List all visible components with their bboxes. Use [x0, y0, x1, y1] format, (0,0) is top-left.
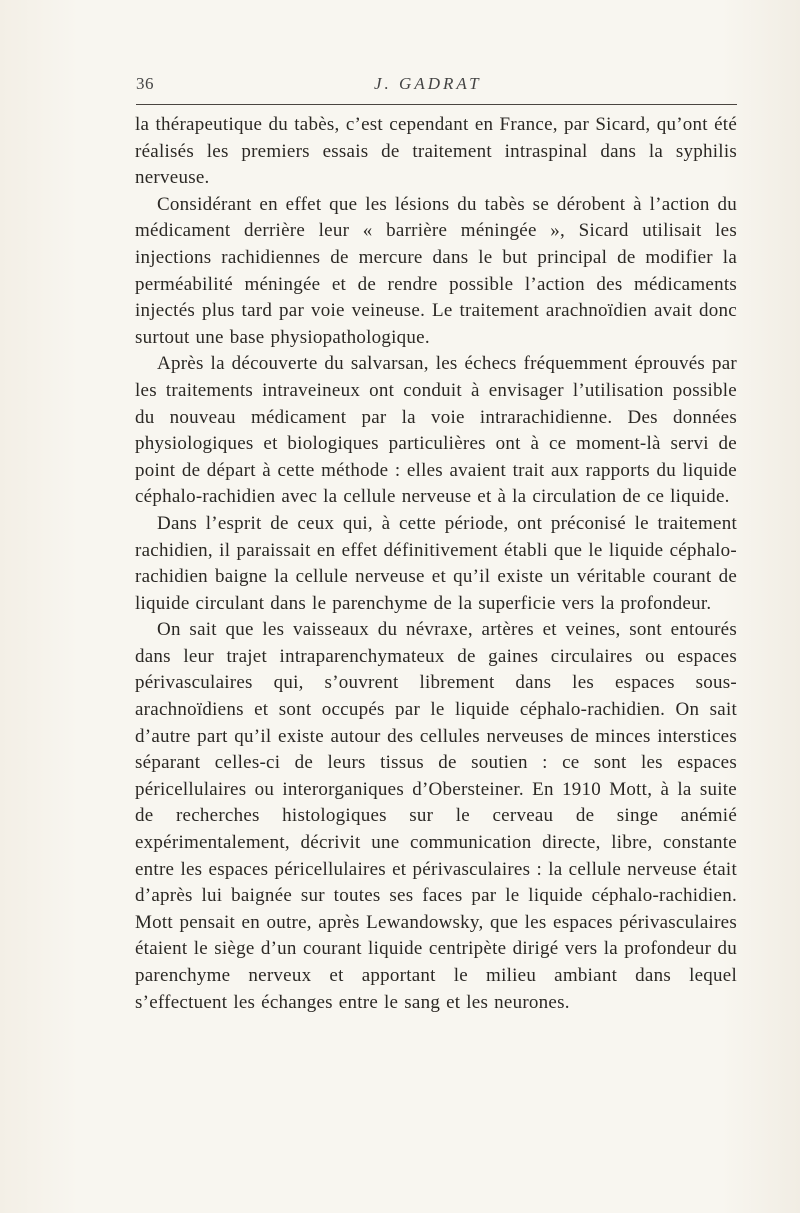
page-header: [136, 68, 736, 100]
paragraph: Après la découverte du salvarsan, les échecs fréquemment éprouvés par les traitements intraveineux ont conduit à envisager l’utilisation possible du nouveau médicament par la voie intrarachidienne. Des données physiologiques et biologiques particulières ont à ce moment-là servi de point de départ à cette méthode : elles avaient trait aux rapports du liquide céphalo-rachidien avec la cellule nerveuse et à la circulation de ce liquide.: [135, 353, 737, 508]
paragraph: Dans l’esprit de ceux qui, à cette période, ont préconisé le traitement rachidien, il paraissait en effet définitivement établi que le liquide céphalo-rachidien baigne la cellule nerveuse et qu’il existe un véritable courant de liquide circulant dans le parenchyme de la superficie vers la profondeur.: [135, 512, 737, 614]
paragraph: On sait que les vaisseaux du névraxe, artères et veines, sont entourés dans leur trajet intraparenchymateux de gaines circulaires ou espaces périvasculaires qui, s’ouvrent librement dans les espaces sous-arachnoïdiens et sont occupés par le liquide céphalo-rachidien. On sait d’autre part qu’il existe autour des cellules nerveuses de minces interstices séparant celles-ci de leurs tissus de soutien : ce sont les espaces péricellulaires ou interorganiques d’Obersteiner. En 1910 Mott, à la suite de recherches histologiques sur le cerveau de singe anémié expérimentalement, décrivit une communication directe, libre, constante entre les espaces péricellulaires et périvasculaires : la cellule nerveuse était d’après lui baignée sur toutes ses faces par le liquide céphalo-rachidien. Mott pensait en outre, après Lewandowsky, que les espaces périvasculaires étaient le siège d’un courant liquide centripète dirigé vers la profondeur du parenchyme nerveux et apportant le milieu ambiant dans lequel s’effectuent les échanges entre le sang et les neurones.: [135, 619, 737, 1013]
running-head: J. GADRAT: [374, 74, 482, 93]
paragraph: Considérant en effet que les lésions du tabès se dérobent à l’action du médicament derrière leur « barrière méningée », Sicard utilisait les injections rachidiennes de mercure dans le but principal de modifier la perméabilité méningée et de rendre possible l’action des médicaments injectés plus tard par voie veineuse. Le traitement arachnoïdien avait donc surtout une base physiopathologique.: [135, 193, 737, 348]
paragraph: la thérapeutique du tabès, c’est cependant en France, par Sicard, qu’ont été réalisés les premiers essais de traitement intraspinal dans la syphilis nerveuse.: [135, 114, 737, 189]
body-text: [135, 112, 737, 1016]
page-number: 36: [136, 74, 154, 93]
header-rule: [136, 104, 737, 105]
